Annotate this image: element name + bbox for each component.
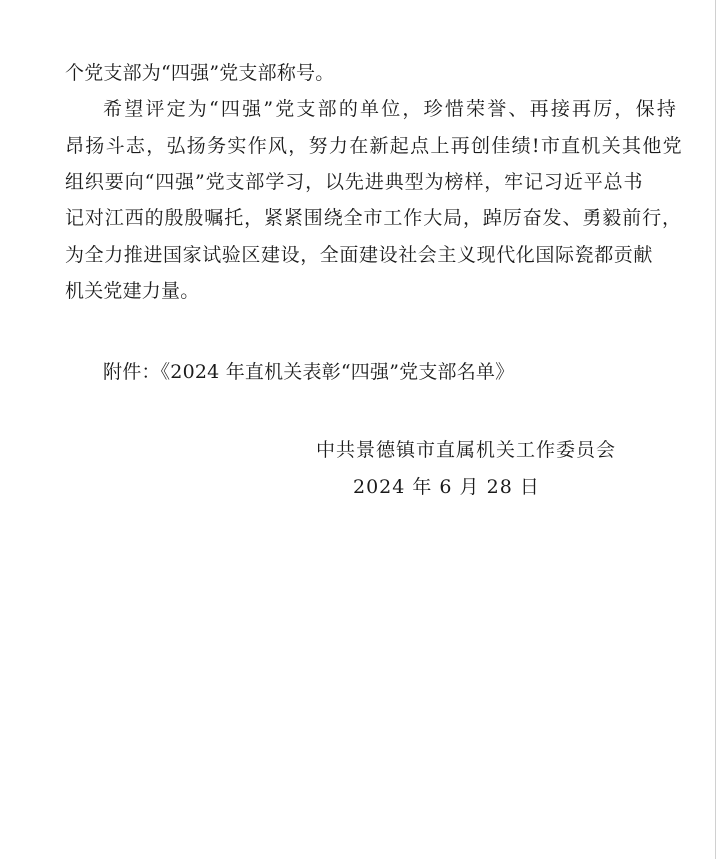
issuing-organization: 中共景德镇市直属机关工作委员会 [316,439,617,461]
issue-date: 2024 年 6 月 28 日 [353,476,540,498]
attachment-note: 附件：《2024 年直机关表彰“四强”党支部名单》 [103,361,515,383]
body-line-3: 昂扬斗志，弘扬务实作风，努力在新起点上再创佳绩!市直机关其他党 [65,135,683,157]
body-line-5: 记对江西的殷殷嘱托，紧紧围绕全市工作大局，踔厉奋发、勇毅前行， [65,207,682,229]
body-line-6: 为全力推进国家试验区建设，全面建设社会主义现代化国际瓷都贡献 [65,244,654,266]
body-line-1: 个党支部为“四强”党支部称号。 [65,62,335,84]
body-line-4: 组织要向“四强”党支部学习，以先进典型为榜样，牢记习近平总书 [65,171,644,193]
body-line-7: 机关党建力量。 [65,280,200,302]
body-line-2: 希望评定为“四强”党支部的单位，珍惜荣誉、再接再厉，保持 [103,98,679,120]
page-edge-divider [715,0,716,859]
